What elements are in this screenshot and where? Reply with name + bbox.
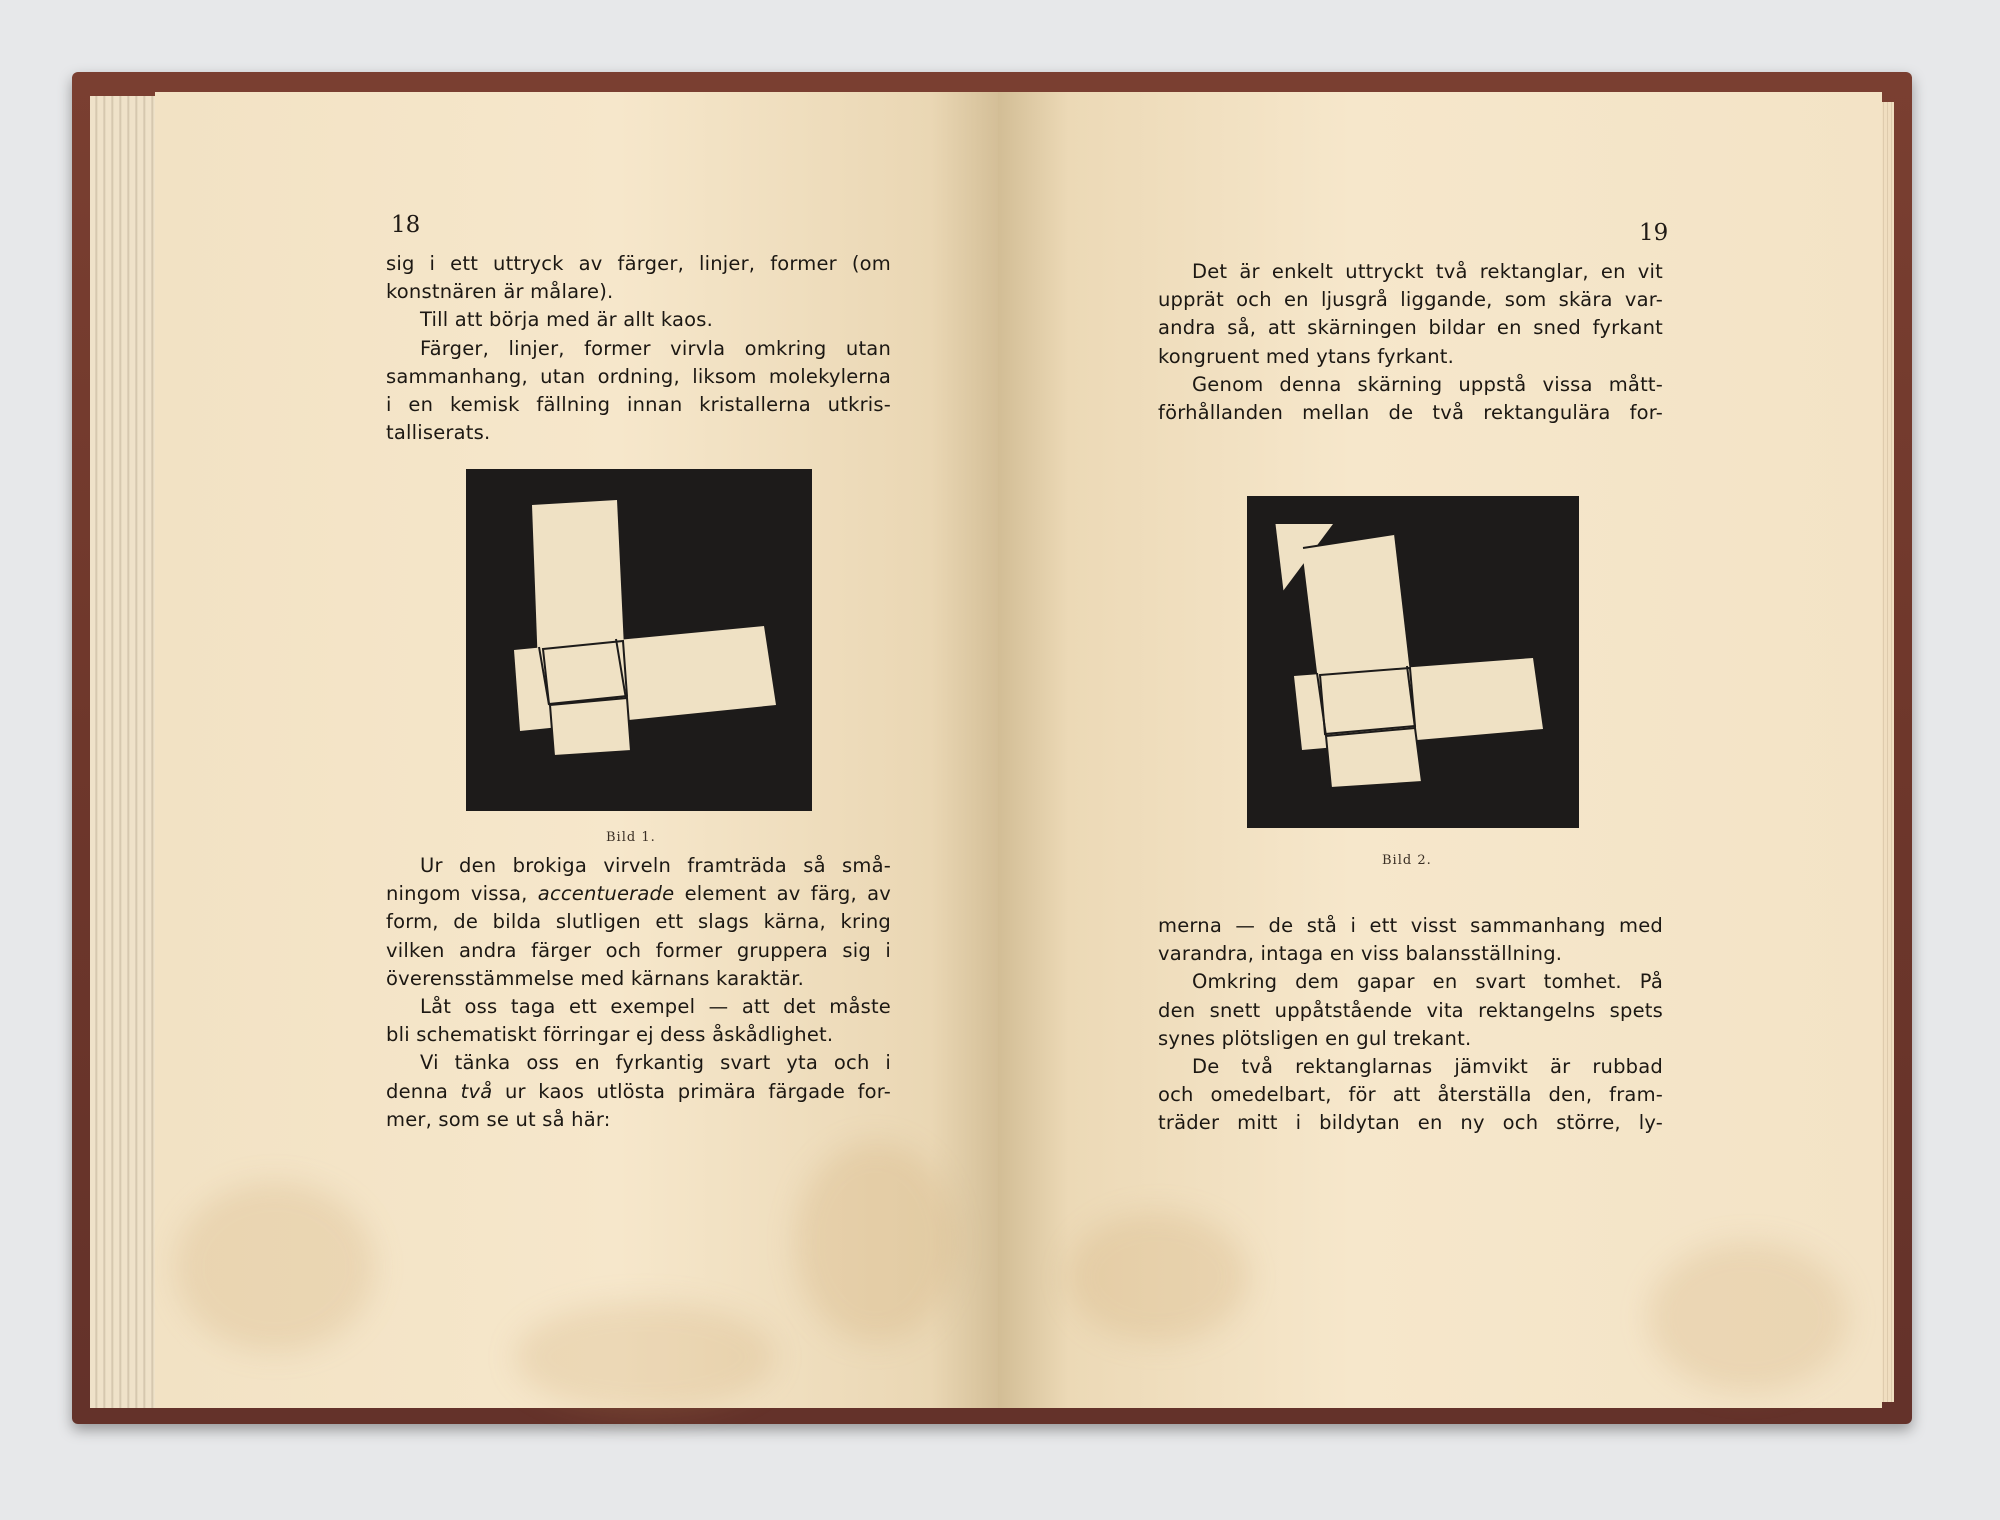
text-line: sig i ett uttryck av färger, linjer, former (om xyxy=(386,252,891,275)
text-line: merna — de stå i ett visst sammanhang med xyxy=(1158,914,1663,937)
right-page xyxy=(998,92,1882,1408)
page-edges-right xyxy=(1880,102,1894,1402)
text-line: konstnären är målare). xyxy=(386,280,614,304)
text-line: denna två ur kaos utlösta primära färgade for- xyxy=(386,1079,891,1103)
text-line: ningom vissa, accentuerade element av färg, av xyxy=(386,882,891,906)
text-line: i en kemisk fällning innan kristallerna utkris- xyxy=(386,392,891,416)
right-text-bottom xyxy=(1158,912,1663,1138)
text-line: bli schematiskt förringar ej dess åskådlighet. xyxy=(386,1023,834,1047)
text-line: Genom denna skärning uppstå vissa mått- xyxy=(1192,372,1663,396)
figure-2-illustration xyxy=(1247,496,1579,828)
text-line: vilken andra färger och former gruppera sig i xyxy=(386,938,891,962)
page-number-right: 19 xyxy=(1639,220,1669,246)
left-text-top xyxy=(386,250,891,447)
figure-1 xyxy=(466,469,812,811)
text-line: den snett uppåtstående vita rektangelns spets xyxy=(1158,998,1663,1022)
text-line: varandra, intaga en viss balansställning. xyxy=(1158,942,1563,966)
text-line: överensstämmelse med kärnans karaktär. xyxy=(386,966,805,990)
figure-2-caption: Bild 2. xyxy=(1382,853,1432,868)
figure-1-caption: Bild 1. xyxy=(606,830,656,845)
right-text-top xyxy=(1158,258,1663,427)
text-line: Ur den brokiga virveln framträda så små- xyxy=(420,854,891,877)
text-line: synes plötsligen en gul trekant. xyxy=(1158,1026,1472,1050)
text-line: träder mitt i bildytan en ny och större, ly- xyxy=(1158,1111,1663,1135)
text-line: Det är enkelt uttryckt två rektanglar, en vit xyxy=(1192,260,1663,283)
left-page xyxy=(155,92,998,1408)
text-line: andra så, att skärningen bildar en sned fyrkant xyxy=(1158,316,1663,340)
text-line: och omedelbart, för att återställa den, fram- xyxy=(1158,1083,1663,1107)
page-edges-left xyxy=(90,96,160,1408)
text-line: kongruent med ytans fyrkant. xyxy=(1158,344,1455,368)
text-line: mer, som se ut så här: xyxy=(386,1107,611,1131)
text-line: Färger, linjer, former virvla omkring utan xyxy=(420,336,891,360)
page-number-left: 18 xyxy=(391,212,421,238)
figure-1-illustration xyxy=(466,469,812,811)
figure-2 xyxy=(1247,496,1579,828)
text-line: form, de bilda slutligen ett slags kärna, kring xyxy=(386,910,891,934)
text-line: sammanhang, utan ordning, liksom molekylerna xyxy=(386,364,891,388)
text-line: Till att börja med är allt kaos. xyxy=(420,308,714,332)
text-line: Vi tänka oss en fyrkantig svart yta och i xyxy=(420,1051,891,1075)
text-line: upprät och en ljusgrå liggande, som skära var- xyxy=(1158,288,1663,312)
emphasis-text: två xyxy=(460,1079,493,1103)
text-line: De två rektanglarnas jämvikt är rubbad xyxy=(1192,1054,1663,1078)
text-line: Låt oss taga ett exempel — att det måste xyxy=(420,994,891,1018)
left-text-bottom xyxy=(386,852,891,1134)
emphasis-text: accentuerade xyxy=(537,882,675,906)
text-line: förhållanden mellan de två rektangulära for- xyxy=(1158,400,1663,424)
text-line: Omkring dem gapar en svart tomhet. På xyxy=(1192,970,1663,994)
text-line: talliserats. xyxy=(386,421,491,445)
